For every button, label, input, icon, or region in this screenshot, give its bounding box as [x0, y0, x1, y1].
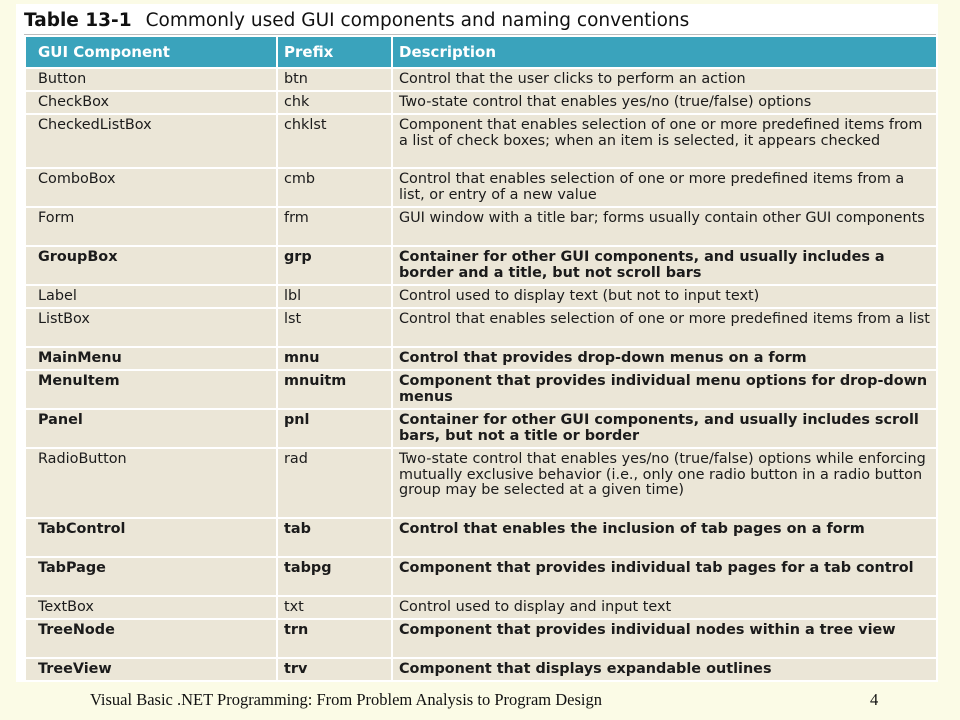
cell-description: Control that enables selection of one or more predefined items from a list, or entry of a new value	[392, 168, 937, 207]
cell-component: GroupBox	[25, 246, 277, 285]
table-row	[25, 308, 937, 347]
table-title: Commonly used GUI components and naming conventions	[145, 10, 690, 31]
cell-prefix: rad	[277, 448, 392, 518]
cell-prefix: lst	[277, 308, 392, 347]
cell-description: Control used to display text (but not to input text)	[392, 285, 937, 308]
cell-prefix: frm	[277, 207, 392, 246]
cell-description: Control that enables selection of one or more predefined items from a list	[392, 308, 937, 347]
cell-prefix: trv	[277, 658, 392, 681]
header-gui-component: GUI Component	[25, 36, 277, 68]
table-row	[25, 68, 937, 91]
cell-description: Component that enables selection of one or more predefined items from a list of check boxes; when an item is selected, it appears checked	[392, 114, 937, 168]
table-row	[25, 448, 937, 518]
table-row	[25, 114, 937, 168]
table-caption	[24, 10, 689, 31]
cell-prefix: pnl	[277, 409, 392, 448]
cell-description: Component that provides individual menu options for drop-down menus	[392, 370, 937, 409]
cell-component: Form	[25, 207, 277, 246]
cell-description: Component that provides individual tab pages for a tab control	[392, 557, 937, 596]
cell-description: Control used to display and input text	[392, 596, 937, 619]
cell-component: TabControl	[25, 518, 277, 557]
cell-prefix: cmb	[277, 168, 392, 207]
cell-description: Component that displays expandable outlines	[392, 658, 937, 681]
cell-component: RadioButton	[25, 448, 277, 518]
cell-description: Two-state control that enables yes/no (true/false) options	[392, 91, 937, 114]
table-row	[25, 207, 937, 246]
cell-description: Container for other GUI components, and usually includes a border and a title, but not scroll bars	[392, 246, 937, 285]
cell-description: Container for other GUI components, and usually includes scroll bars, but not a title or border	[392, 409, 937, 448]
table-row	[25, 246, 937, 285]
cell-component: ListBox	[25, 308, 277, 347]
table-row	[25, 285, 937, 308]
cell-component: Button	[25, 68, 277, 91]
cell-prefix: chklst	[277, 114, 392, 168]
cell-component: Label	[25, 285, 277, 308]
cell-description: Control that provides drop-down menus on a form	[392, 347, 937, 370]
cell-component: ComboBox	[25, 168, 277, 207]
table-row	[25, 619, 937, 658]
cell-description: Control that the user clicks to perform an action	[392, 68, 937, 91]
footer-book-title: Visual Basic .NET Programming: From Problem Analysis to Program Design	[90, 690, 603, 709]
cell-description: GUI window with a title bar; forms usually contain other GUI components	[392, 207, 937, 246]
table-row	[25, 347, 937, 370]
cell-prefix: txt	[277, 596, 392, 619]
cell-component: TextBox	[25, 596, 277, 619]
cell-prefix: trn	[277, 619, 392, 658]
cell-prefix: mnuitm	[277, 370, 392, 409]
cell-prefix: tab	[277, 518, 392, 557]
cell-component: Panel	[25, 409, 277, 448]
table-row	[25, 168, 937, 207]
cell-component: TreeNode	[25, 619, 277, 658]
table-row	[25, 658, 937, 681]
cell-component: TreeView	[25, 658, 277, 681]
table-header-row	[25, 36, 937, 68]
cell-description: Control that enables the inclusion of tab pages on a form	[392, 518, 937, 557]
cell-component: CheckBox	[25, 91, 277, 114]
table-row	[25, 409, 937, 448]
table-body	[25, 68, 937, 681]
table-number: Table 13-1	[24, 10, 132, 31]
cell-component: MenuItem	[25, 370, 277, 409]
table-row	[25, 370, 937, 409]
cell-prefix: mnu	[277, 347, 392, 370]
cell-prefix: btn	[277, 68, 392, 91]
cell-prefix: chk	[277, 91, 392, 114]
table-row	[25, 91, 937, 114]
cell-prefix: grp	[277, 246, 392, 285]
table-row	[25, 518, 937, 557]
cell-prefix: lbl	[277, 285, 392, 308]
page-number: 4	[870, 690, 879, 709]
cell-component: CheckedListBox	[25, 114, 277, 168]
cell-prefix: tabpg	[277, 557, 392, 596]
cell-component: MainMenu	[25, 347, 277, 370]
table-row	[25, 596, 937, 619]
table-row	[25, 557, 937, 596]
cell-description: Two-state control that enables yes/no (true/false) options while enforcing mutually exclusive behavior (i.e., only one radio button in a radio button group may be selected at a given time)	[392, 448, 937, 518]
gui-components-table	[24, 35, 938, 682]
cell-component: TabPage	[25, 557, 277, 596]
header-prefix: Prefix	[277, 36, 392, 68]
header-description: Description	[392, 36, 937, 68]
cell-description: Component that provides individual nodes within a tree view	[392, 619, 937, 658]
